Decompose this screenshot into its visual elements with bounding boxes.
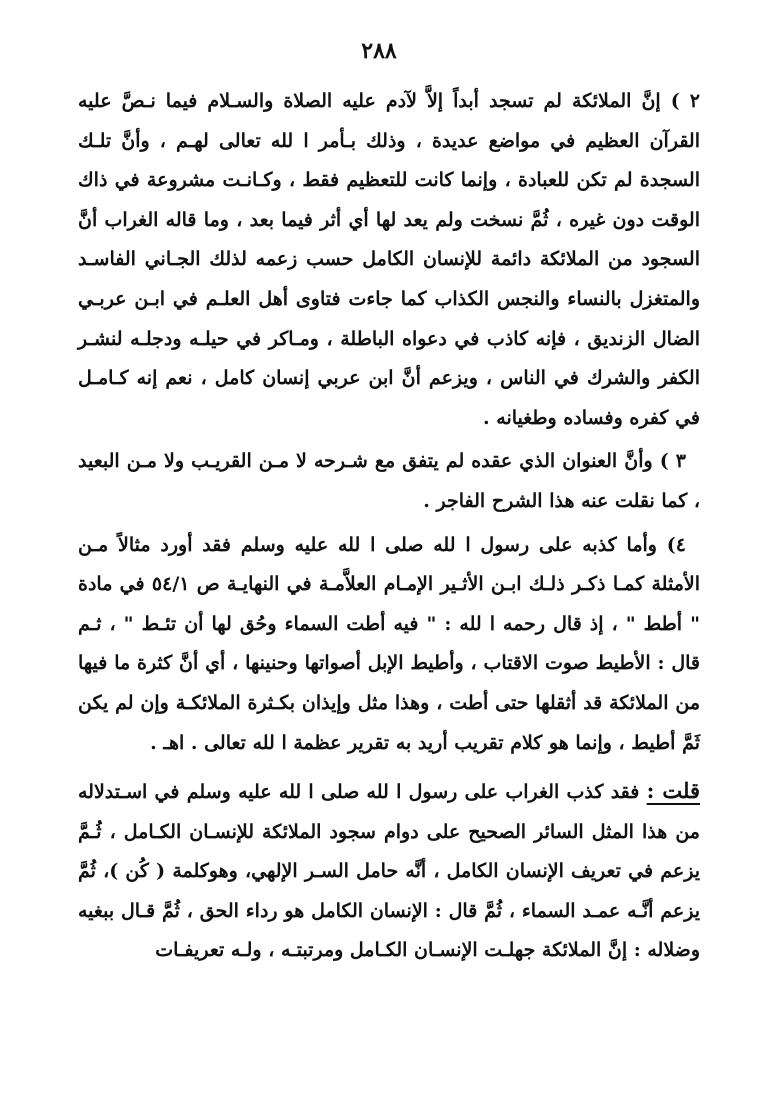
paragraph-qultu <box>78 771 700 971</box>
paragraph-3: ٣ ) وأنَّ العنوان الذي عقده لم يتفق مع شـرحه لا مـن القريـب ولا مـن البعيد ، كما نقلت عنه هذا الشرح الفاجر . <box>78 450 700 512</box>
paragraph-4: ٤) وأما كذبه على رسول ا لله صلى ا لله عليه وسلم فقد أورد مثالاً مـن الأمثلة كمـا ذكـر ذلـك ابـن الأثـير الإمـام العلاَّمـة في النهايـة ص ٥٤/١ في مادة " أطط " ، إذ قال رحمه ا لله : " فيه أطت السماء وحُق لها أن تئـط " ، ثـم قال : الأطيط صوت الاقتاب ، وأطيط الإبل أصواتها وحنينها ، أي أنَّ كثرة ما فيها من الملائكة قد أثقلها حتى أطت ، وهذا مثل وإيذان بكـثرة الملائكـة وإن لم يكن ثَمَّ أطيط ، وإنما هو كلام تقريب أريد به تقرير عظمة ا لله تعالى . اهـ . <box>78 533 700 754</box>
body-text <box>78 82 700 975</box>
paragraph-2: ٢ ) إنَّ الملائكة لم تسجد أبداً إلاَّ لآدم عليه الصلاة والسـلام فيما نـصَّ عليه القرآن العظيم في مواضع عديدة ، وذلك بـأمر ا لله تعالى لهـم ، وأنَّ تلـك السجدة لم تكن للعبادة ، وإنما كانت للتعظيم فقط ، وكـانـت مشروعة في ذاك الوقت دون غيره ، ثُمَّ نسخت ولم يعد لها أي أثر فيما بعد ، وما قاله الغراب أنَّ السجود من الملائكة دائمة للإنسان الكامل حسب زعمه لذلك الجـاني الفاسـد والمتغزل بالنساء والنجس الكذاب كما جاءت فتاوى أهل العلـم في ابـن عربـي الضال الزنديق ، فإنه كاذب في دعواه الباطلة ، ومـاكر في حيلـه ودجلـه لنشـر الكفر والشرك في الناس ، ويزعم أنَّ ابن عربي إنسان كامل ، نعم إنه كـامـل في كفره وفساده وطغيانه . <box>78 90 700 429</box>
qultu-label: قلت : <box>646 778 700 804</box>
paragraph-qultu-text: فقد كذب الغراب على رسول ا لله صلى ا لله عليه وسلم في اسـتدلاله من هذا المثل السائر الصحيح على دوام سجود الملائكة للإنسـان الكـامل ، ثُـمَّ يزعم في تعريف الإنسان الكامل ، أنَّه حامل السـر الإلهي، وهوكلمة ( كُن )، ثُمَّ يزعم أنَّـه عمـد السماء ، ثُمَّ قال : الإنسان الكامل هو رداء الحق ، ثُمَّ قـال ببغيه وضلاله : إنَّ الملائكة جهلـت الإنسـان الكـامل ومرتبتـه ، ولـه تعريفـات <box>78 781 700 962</box>
page-number: ٢٨٨ <box>361 38 397 64</box>
